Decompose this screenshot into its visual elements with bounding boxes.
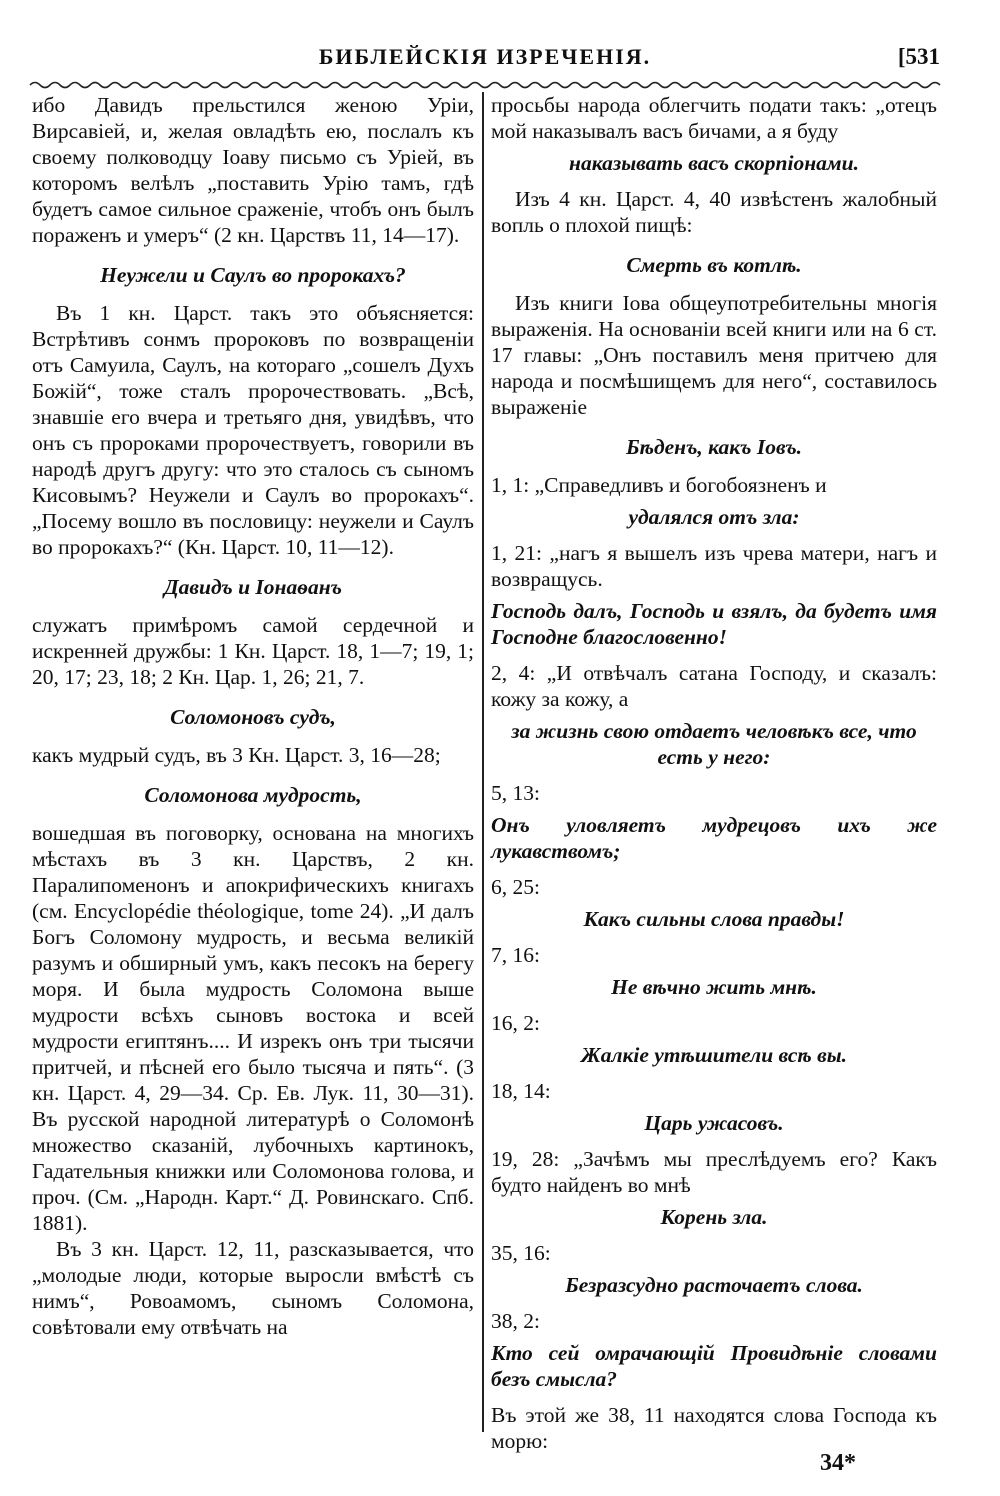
quotation: Господь далъ, Господь и взялъ, да будетъ имя Господне благословенно! [491,599,937,649]
paragraph: 2, 4: „И отвѣчалъ сатана Господу, и сказалъ: кожу за кожу, а [491,661,937,711]
quotation: Корень зла. [660,1205,768,1229]
quotation: Кто сей омрачающій Провидѣніе словами безъ смысла? [491,1341,937,1391]
paragraph: ибо Давидъ прельстился женою Уріи, Вирсавіей, и, желая овладѣть ею, послалъ къ своему полководцу Іоаву письмо съ Уріей, въ которомъ велѣлъ „поставить Урію тамъ, гдѣ будетъ самое сильное сраженіе, чтобъ онъ былъ пораженъ и умеръ“ (2 кн. Царствъ 11, 14—17). [32,93,474,247]
running-head [30,44,940,78]
column-divider [482,92,484,1432]
paragraph: Въ этой же 38, 11 находятся слова Господа къ морю: [491,1403,937,1453]
right-column [491,92,937,1453]
quotation: Царь ужасовъ. [644,1111,784,1135]
quotation: Жалкіе утѣшители всѣ вы. [580,1043,848,1067]
verse-ref: 5, 13: [491,781,540,805]
quotation: удалялся отъ зла: [628,505,800,529]
running-title: БИБЛЕЙСКІЯ ИЗРЕЧЕНІЯ. [318,44,652,69]
entry-heading: Неужели и Саулъ во пророкахъ? [100,263,406,287]
paragraph: Изъ книги Іова общеупотребительны многія выраженія. На основаніи всей книги или на 6 ст. 17 главы: „Онъ поставилъ меня притчею для народа и посмѣшищемъ для него“, составилось выраженіе [491,291,937,419]
entry-heading: Бѣденъ, какъ Іовъ. [625,435,803,459]
wavy-rule [30,79,940,91]
paragraph: служатъ примѣромъ самой сердечной и искренней дружбы: 1 Кн. Царст. 18, 1—7; 19, 1; 20, 17; 23, 18; 2 Кн. Цар. 1, 26; 21, 7. [32,613,474,689]
paragraph: 1, 1: „Справедливъ и богобоязненъ и [491,473,827,497]
quotation: Онъ уловляетъ мудрецовъ ихъ же лукавствомъ; [491,813,937,863]
quotation: Какъ сильны слова правды! [583,907,845,931]
paragraph: просьбы народа облегчить подати такъ: „отецъ мой наказывалъ васъ бичами, а я буду [491,93,937,143]
verse-ref: 7, 16: [491,943,540,967]
quotation: наказывать васъ скорпіонами. [569,151,859,175]
paragraph: Въ 1 кн. Царст. такъ это объясняется: Встрѣтивъ сонмъ пророковъ по возвращеніи отъ Самуила, Саулъ, на котораго „сошелъ Духъ Божій“, тоже сталъ пророчествовать. „Всѣ, знавшіе его вчера и третьяго дня, увидѣвъ, что онъ съ пророками пророчествуетъ, говорили въ народѣ другъ другу: что это сталось съ сыномъ Кисовымъ? Неужели и Саулъ во пророкахъ“. „Посему вошло въ пословицу: неужели и Саулъ во пророкахъ?“ (Кн. Царст. 10, 11—12). [32,301,474,559]
page-number: [531 [897,44,940,69]
entry-heading: Соломонова мудрость, [144,783,362,807]
verse-ref: 6, 25: [491,875,540,899]
paragraph: 1, 21: „нагъ я вышелъ изъ чрева матери, нагъ и возвращусь. [491,541,937,591]
paragraph: Въ 3 кн. Царст. 12, 11, разсказывается, что „молодые люди, которые выросли вмѣстѣ съ нимъ“, Ровоамомъ, сыномъ Соломона, совѣтовали ему отвѣчать на [32,1237,474,1339]
paragraph: вошедшая въ поговорку, основана на многихъ мѣстахъ въ 3 кн. Царствъ, 2 кн. Паралипоменонъ и апокрифическихъ книгахъ (см. Encyclopédie théologique, tome 24). „И далъ Богъ Соломону мудрость, и весьма великій разумъ и обширный умъ, какъ песокъ на берегу моря. И была мудрость Соломона выше мудрости всѣхъ сыновъ востока и всей мудрости египтянъ.... И изрекъ онъ три тысячи притчей, и пѣсней его было тысяча и пять“. (3 кн. Царст. 4, 29—34. Ср. Ев. Лук. 11, 30—31). Въ русской народной литературѣ о Соломонѣ множество сказаній, лубочныхъ картинокъ, Гадательныя книжки или Соломонова голова, и проч. (См. „Народн. Карт.“ Д. Ровинскаго. Спб. 1881). [32,821,474,1235]
entry-heading: Соломоновъ судъ, [170,705,336,729]
entry-heading: Давидъ и Іонаѳанъ [164,575,342,599]
paragraph: 19, 28: „Зачѣмъ мы преслѣдуемъ его? Какъ будто найденъ во мнѣ [491,1147,937,1197]
entry-heading: Смерть въ котлѣ. [626,253,802,277]
signature-mark: 34* [820,1450,856,1476]
verse-ref: 18, 14: [491,1079,551,1103]
left-column [32,92,474,1437]
verse-ref: 35, 16: [491,1241,551,1265]
quotation: Безразсудно расточаетъ слова. [565,1273,863,1297]
paragraph: какъ мудрый судъ, въ 3 Кн. Царст. 3, 16—28; [32,743,441,767]
verse-ref: 16, 2: [491,1011,540,1035]
verse-ref: 38, 2: [491,1309,540,1333]
quotation: Не вѣчно жить мнѣ. [611,975,817,999]
paragraph: Изъ 4 кн. Царст. 4, 40 извѣстенъ жалобный вопль о плохой пищѣ: [491,187,937,237]
quotation: за жизнь свою отдаетъ человѣкъ все, что есть у него: [511,719,917,769]
